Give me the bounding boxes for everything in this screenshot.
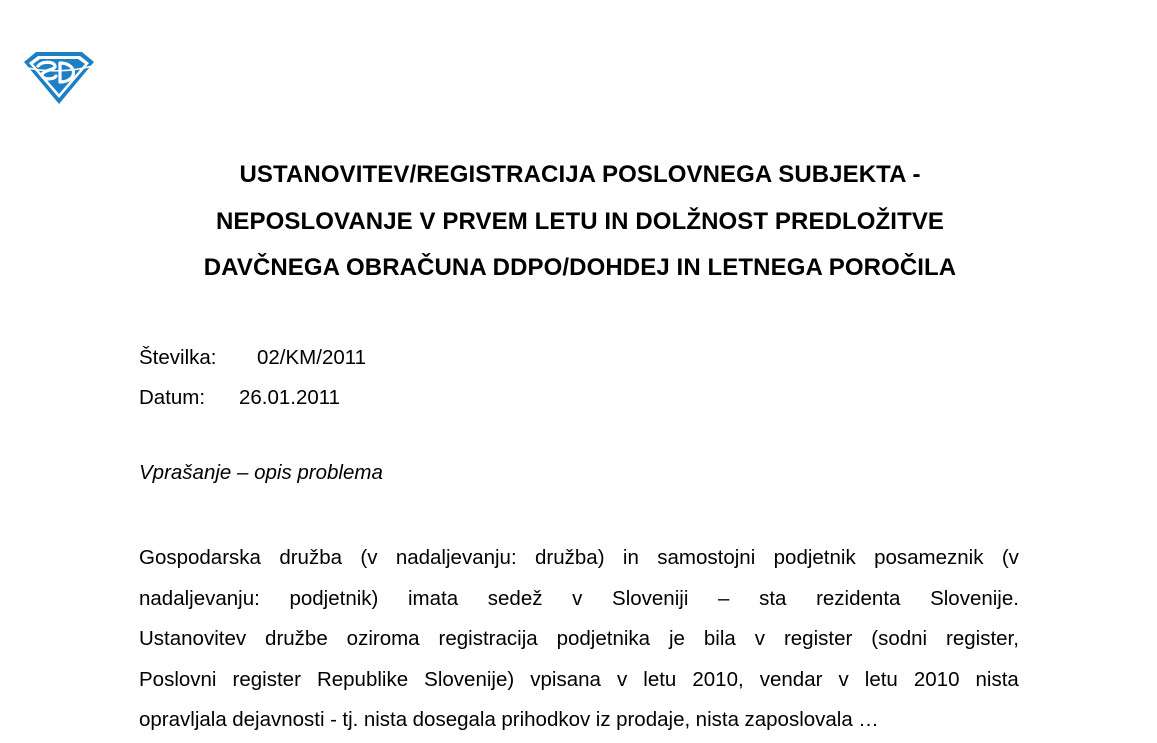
paragraph-word: dosegala [412,708,496,731]
paragraph-word: nista [695,708,739,731]
paragraph-word: Republike [316,667,409,691]
paragraph-line [139,660,1019,701]
company-logo [20,48,98,106]
paragraph-word: družbe [265,627,328,650]
paragraph-word: vendar [759,667,823,691]
paragraph-word: rezidenta [816,586,901,610]
body-paragraph [139,538,1019,741]
paragraph-word: v [838,667,849,691]
document-date-row [139,378,366,418]
paragraph-word: je [669,627,685,650]
paragraph-word: prodaje, [616,708,691,731]
paragraph-word: Slovenije. [930,586,1019,610]
paragraph-word: podjetnika [556,627,651,650]
paragraph-word: družba) [535,546,605,569]
paragraph-word: dejavnosti [232,708,325,731]
paragraph-word: sta [759,586,787,610]
paragraph-word: v [754,627,766,650]
paragraph-word: tj. [342,708,359,731]
paragraph-word: Gospodarska [139,546,261,569]
paragraph-word: sedež [487,586,543,610]
paragraph-word: in [622,546,639,569]
paragraph-word: zaposlovala [744,708,853,731]
paragraph-word: 2010 [913,667,960,691]
paragraph-word: bila [703,627,736,650]
paragraph-word: (sodni [871,627,928,650]
paragraph-line [139,700,1019,741]
paragraph-word: družba [279,546,342,569]
paragraph-word: imata [408,586,459,610]
paragraph-word: v [572,586,583,610]
paragraph-word: iz [595,708,611,731]
paragraph-word: oziroma [346,627,420,650]
paragraph-word: samostojni [657,546,756,569]
paragraph-word: letu [643,667,677,691]
number-label: Številka: [139,346,217,369]
title-line-2: NEPOSLOVANJE V PRVEM LETU IN DOLŽNOST PREDLOŽITVE [215,207,945,235]
paragraph-word: nista [975,667,1019,691]
paragraph-line [139,579,1019,620]
document-number-row [139,338,366,378]
paragraph-word: prihodkov [501,708,591,731]
title-line-3: DAVČNEGA OBRAČUNA DDPO/DOHDEJ IN LETNEGA POROČILA [203,254,957,281]
paragraph-word: nadaljevanju: [395,546,517,569]
paragraph-word: Sloveniji [612,586,689,610]
paragraph-word: register [232,667,301,691]
document-title [120,152,1040,292]
paragraph-word: (v [360,546,378,569]
paragraph-word: registracija [438,627,538,650]
document-meta [139,338,366,418]
paragraph-word: opravljala [139,708,227,731]
section-heading: Vprašanje – opis problema [139,461,383,484]
paragraph-word: posameznik [874,546,984,569]
paragraph-word: podjetnik [773,546,856,569]
paragraph-word: register [783,627,853,650]
date-label: Datum: [139,386,206,409]
paragraph-word: register, [946,627,1019,650]
paragraph-word: nista [363,708,408,731]
paragraph-word: … [858,708,879,731]
paragraph-word: letu [864,667,898,691]
paragraph-line [139,538,1019,579]
paragraph-word: nadaljevanju: [139,586,260,610]
number-value: 02/KM/2011 [257,346,367,369]
date-value: 26.01.2011 [239,386,341,409]
paragraph-word: – [718,586,730,610]
shield-logo-icon [20,48,98,106]
paragraph-word: - [330,708,337,731]
paragraph-line [139,619,1019,660]
paragraph-word: v [616,667,628,691]
paragraph-word: podjetnik) [289,586,379,610]
paragraph-word: Slovenije) [424,667,515,691]
paragraph-word: Poslovni [139,667,217,691]
title-line-1: USTANOVITEV/REGISTRACIJA POSLOVNEGA SUBJEKTA - [239,161,921,188]
paragraph-word: (v [1001,546,1019,569]
paragraph-word: vpisana [530,667,601,691]
paragraph-word: Ustanovitev [139,627,247,650]
paragraph-word: 2010, [692,667,744,691]
